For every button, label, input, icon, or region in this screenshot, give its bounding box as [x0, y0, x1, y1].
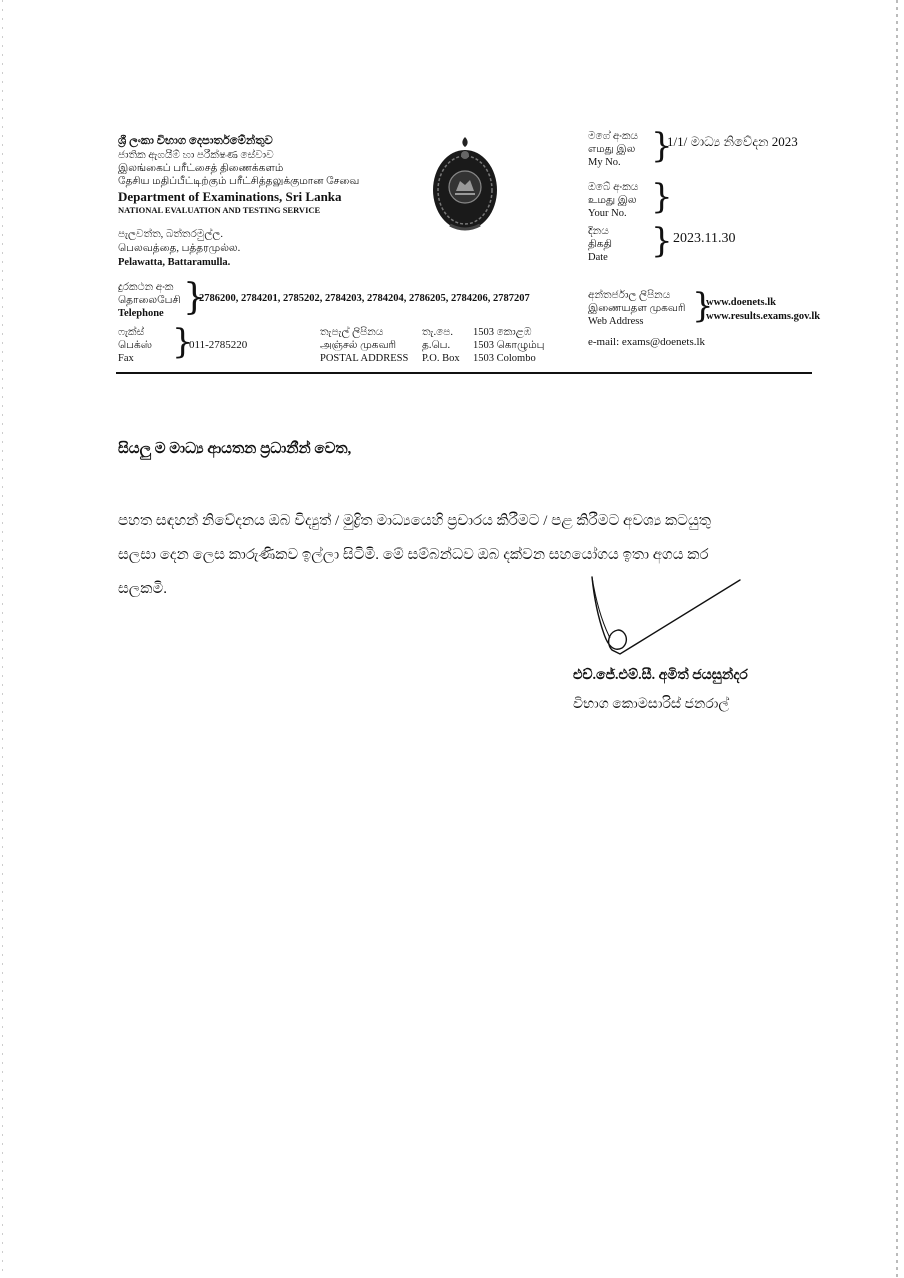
sri-lanka-emblem-icon: [430, 135, 500, 235]
date-label-sinhala: දිනය: [588, 226, 609, 237]
brace-fax: }: [172, 322, 194, 362]
address-english: Pelawatta, Battaramulla.: [118, 257, 231, 268]
address-sinhala: පැලවත්ත, බත්තරමුල්ල.: [118, 229, 223, 240]
web-label-english: Web Address: [588, 316, 644, 327]
fax-label-tamil: பெக்ஸ்: [118, 340, 152, 351]
pobox-label-sinhala: තැ.පෙ.: [422, 327, 453, 338]
my-no-value: 1/1/ මාධ්‍ය නිවේදන 2023: [667, 134, 798, 149]
org-name-sinhala: ශ්‍රී ලංකා විභාග දෙපාර්තමේන්තුව: [118, 135, 273, 147]
brace-web: }: [692, 286, 714, 326]
paragraph-line-1: පහත සඳහන් නිවේදනය ඔබ විද්‍යුත් / මුද්‍රිත මාධ්‍යයෙහි ප්‍රචාරය කිරීමට / පළ කිරීමට අවශ්‍ය කටයුතු: [118, 513, 711, 529]
my-no-label-sinhala: මගේ අංකය: [588, 131, 639, 142]
your-no-label-english: Your No.: [588, 208, 627, 219]
tel-value: 2786200, 2784201, 2785202, 2784203, 2784204, 2786205, 2784206, 2787207: [199, 293, 530, 304]
pobox-value-sinhala: 1503 කොළඹ: [473, 327, 532, 338]
your-no-label-tamil: உமது இல: [588, 195, 637, 206]
web-url-1[interactable]: www.doenets.lk: [706, 297, 777, 308]
scan-edge-right: [896, 0, 898, 1278]
fax-label-english: Fax: [118, 353, 134, 364]
header-divider: [116, 372, 812, 374]
pobox-value-tamil: 1503 கொழும்பு: [473, 340, 545, 351]
web-label-sinhala: අන්තර්ජාල ලිපිනය: [588, 290, 671, 301]
service-name-sinhala: ජාතික ඇගයීම් හා පරීක්ෂණ සේවාව: [118, 150, 274, 161]
brace-date: }: [651, 221, 673, 261]
brace-your-no: }: [651, 177, 673, 217]
signature-icon: [580, 572, 750, 667]
scan-edge-left: [2, 0, 3, 1278]
fax-label-sinhala: ෆැක්ස්: [118, 327, 145, 338]
tel-label-english: Telephone: [118, 308, 164, 319]
web-label-tamil: இணையதள முகவரி: [588, 303, 686, 314]
date-label-tamil: திகதி: [588, 239, 612, 250]
brace-my-no: }: [651, 126, 673, 166]
fax-value: 011-2785220: [189, 339, 248, 351]
postal-label-sinhala: තැපැල් ලිපිනය: [320, 327, 384, 338]
service-name-english: NATIONAL EVALUATION AND TESTING SERVICE: [118, 205, 321, 215]
org-name-english: Department of Examinations, Sri Lanka: [118, 189, 342, 204]
web-url-2[interactable]: www.results.exams.gov.lk: [706, 311, 821, 322]
pobox-label-english: P.O. Box: [422, 353, 460, 364]
paragraph-line-2: සලසා දෙන ලෙස කාරුණිකව ඉල්ලා සිටිමි. මේ සම්බන්ධව ඔබ දක්වන සහයෝගය ඉතා අගය කර: [118, 547, 709, 563]
address-tamil: பெலவத்தை, பத்தரமுல்ல.: [118, 243, 241, 254]
brace-telephone: }: [183, 277, 206, 318]
org-name-tamil: இலங்கைப் பரீட்சைத் திணைக்களம்: [118, 163, 284, 174]
postal-label-tamil: அஞ்சல் முகவரி: [320, 340, 397, 351]
date-label-english: Date: [588, 252, 608, 263]
pobox-label-tamil: த.பெ.: [422, 340, 451, 351]
email-address[interactable]: e-mail: exams@doenets.lk: [588, 336, 706, 348]
your-no-label-sinhala: ඔබේ අංකය: [588, 182, 639, 193]
service-name-tamil: தேசிய மதிப்பீட்டிற்கும் பரீட்சித்தலுக்குமான சேவை: [118, 176, 360, 187]
date-value: 2023.11.30: [673, 231, 736, 246]
signer-title: විභාග කොමසාරිස් ජනරාල්: [573, 697, 730, 712]
salutation: සියලු ම මාධ්‍ය ආයතන ප්‍රධානීන් වෙත,: [118, 441, 352, 457]
signer-name: එච්.ජේ.එම්.සී. අමිත් ජයසුන්දර: [573, 668, 748, 683]
pobox-value-english: 1503 Colombo: [473, 353, 536, 364]
my-no-label-english: My No.: [588, 157, 621, 168]
my-no-label-tamil: எமது இல: [588, 144, 636, 155]
tel-label-sinhala: දුරකථන අංක: [118, 282, 174, 293]
postal-label-english: POSTAL ADDRESS: [320, 353, 409, 364]
tel-label-tamil: தொலைபேசி: [118, 295, 181, 306]
paragraph-line-3: සලකමි.: [118, 581, 167, 597]
